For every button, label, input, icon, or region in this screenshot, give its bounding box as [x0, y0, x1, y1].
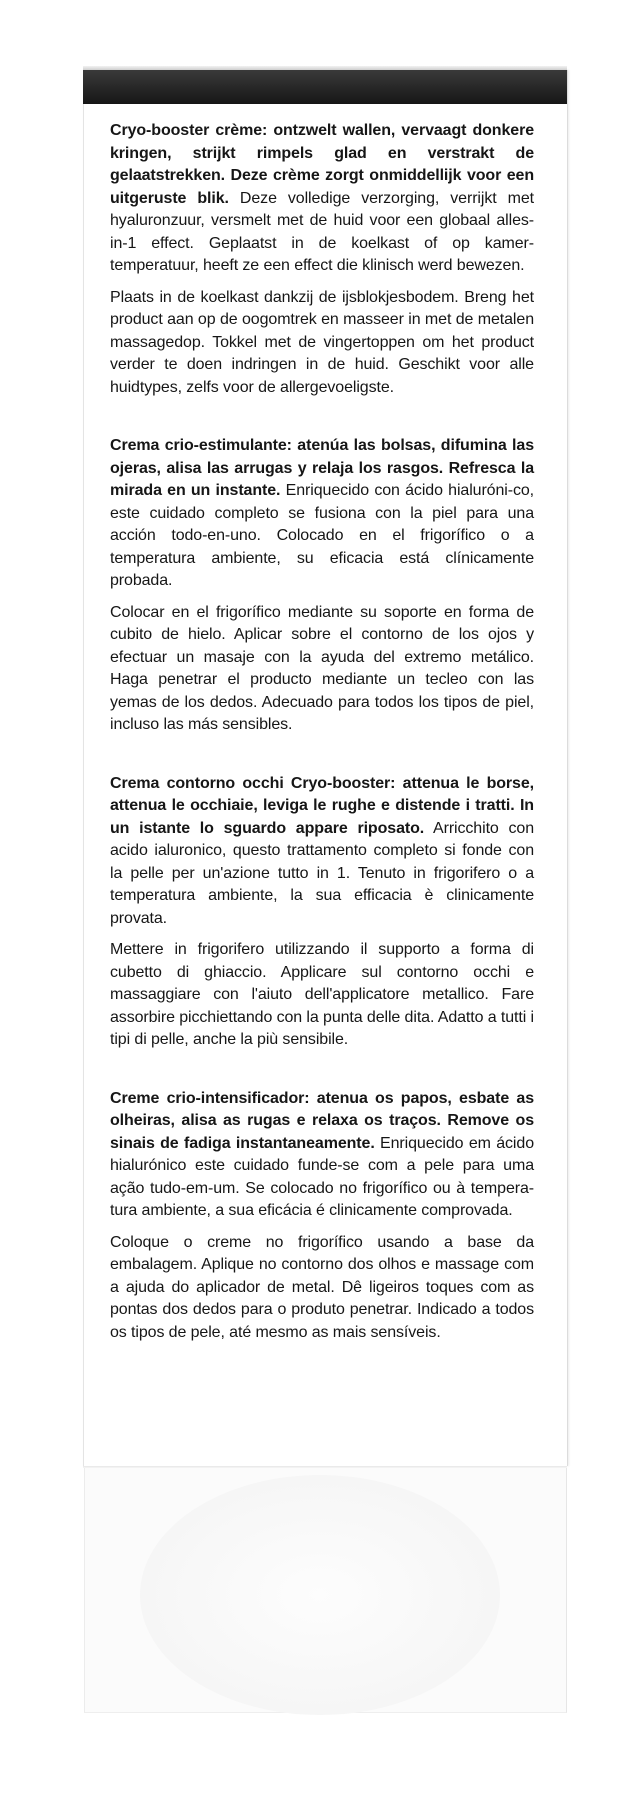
section-dutch [110, 120, 534, 399]
package-top-band [83, 70, 567, 104]
spanish-usage: Colocar en el frigorífico mediante su soporte en forma de cubito de hielo. Aplicar sobre el contorno de los ojos y efectuar un masaje con la ayuda del extremo metálico. Haga penetrar el producto mediante un tecleo con las yemas de los dedos. Adecuado para todos los tipos de piel, incluso las más sensibles. [110, 603, 534, 733]
portuguese-usage: Coloque o creme no frigorífico usando a base da embalagem. Aplique no contorno dos olhos e massage com a ajuda do aplicador de metal. Dê ligeiros toques com as pontas dos dedos para o produto penetrar. Indicado a todos os tipos de pele, até mesmo as mais sensíveis. [110, 1233, 534, 1341]
spanish-description: Enriquecido con ácido hialuróni-co, este cuidado completo se fusiona con la piel para una acción todo-en-uno. Colocado en el frigorífico o a temperatura ambiente, su eficacia está clínicamente probada. [110, 482, 534, 589]
dutch-description: Deze volledige verzorging, verrijkt met hyaluronzuur, versmelt met de huid voor een globaal alles-in-1 effect. Geplaatst in de koelkast of op kamer-temperatuur, heeft ze een effect die klinisch werd bewezen. [110, 189, 534, 274]
dutch-paragraph-1 [110, 120, 534, 278]
section-portuguese [110, 1088, 534, 1345]
spanish-claim: Crema crio-estimulante: atenúa las bolsas, difumina las ojeras, alisa las arrugas y relaja los rasgos. Refresca la mirada en un instante. [110, 437, 534, 499]
italian-paragraph-1 [110, 773, 534, 931]
italian-claim: Crema contorno occhi Cryo-booster: attenua le borse, attenua le occhiaie, leviga le rughe e distende i tratti. In un istante lo sguardo appare riposato. [110, 774, 534, 837]
portuguese-paragraph-1 [110, 1088, 534, 1223]
portuguese-claim: Creme crio-intensificador: atenua os papos, esbate as olheiras, alisa as rugas e relaxa os traços. Remove os sinais de fadiga instantaneamente. [110, 1089, 534, 1152]
italian-description: Arricchito con acido ialuronico, questo trattamento completo si fonde con la pelle per un'azione tutto in 1. Tenuto in frigorifero o a temperatura ambiente, la sua efficacia è clinicamente provata. [110, 819, 534, 927]
dutch-claim: Cryo-booster crème: ontzwelt wallen, vervaagt donkere kringen, strijkt rimpels glad en verstrakt de gelaatstrekken. Deze crème zorgt onmiddellijk voor een uitgeruste blik. [110, 122, 534, 207]
dutch-usage: Plaats in de koelkast dankzij de ijsblokjesbodem. Breng het product aan op de oogomtrek en masseer in met de metalen massagedop. Tokkel met de vingertoppen om het product verder te doen indringen in de huid. Geschikt voor alle huidtypes, zelfs voor de allergevoeligste. [110, 288, 534, 396]
portuguese-description: Enriquecido em ácido hialurónico este cuidado funde-se com a pele para uma ação tudo-em-um. Se colocado no frigorífico ou à tempera-tura ambiente, a sua eficácia é clinicamente comprovada. [110, 1134, 534, 1219]
product-text [110, 120, 534, 1344]
italian-usage: Mettere in frigorifero utilizzando il supporto a forma di cubetto di ghiaccio. Applicare sul contorno occhi e massaggiare con l'aiuto dell'applicatore metallico. Fare assorbire picchiettando con la punta delle dita. Adatto a tutti i tipi di pelle, anche la più sensibile. [110, 941, 535, 1048]
section-italian [110, 773, 534, 1052]
package-embossed-circle [140, 1475, 500, 1715]
spanish-paragraph-1 [110, 435, 534, 593]
section-spanish [110, 435, 534, 737]
